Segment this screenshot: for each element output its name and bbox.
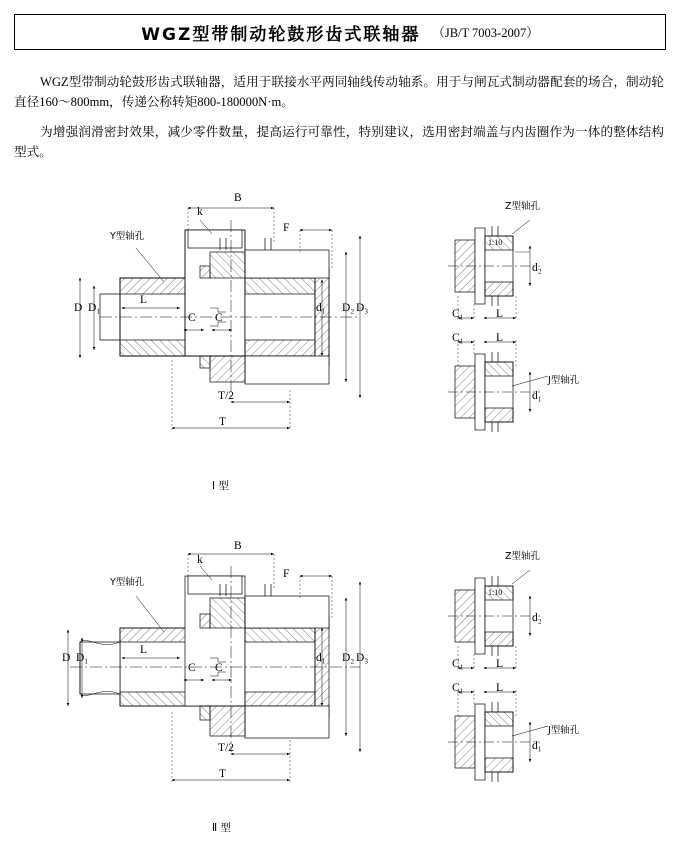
fig2-label-d1: d₁ <box>316 652 326 664</box>
fig1-detail-j-C1: C₁ <box>452 332 464 344</box>
fig2-label-D3: D₃ <box>356 652 369 664</box>
fig1-label-D1: D₁ <box>88 302 101 314</box>
fig1-label-F: F <box>283 222 290 234</box>
fig2-detail-z-d2: d₂ <box>532 612 542 624</box>
fig2-detail-z-title: Z型轴孔 <box>505 551 541 562</box>
intro-paragraph-1 <box>14 72 664 112</box>
fig2-label-T-half: T/2 <box>218 742 234 754</box>
fig1-label-k: k <box>197 206 203 218</box>
fig1-label-T: T <box>219 416 227 428</box>
paragraph-text: WGZ型带制动轮鼓形齿式联轴器，适用于联接水平两同轴线传动轴系。用于与闸瓦式制动器配套的场合，制动轮直径160～800mm，传递公称转矩800-180000N·m。 <box>14 75 664 109</box>
fig1-detail-z-C1: C₁ <box>452 308 464 320</box>
fig1-label-D: D <box>74 302 83 314</box>
fig2-detail-j-title: J型轴孔 <box>548 725 580 736</box>
fig2-label-B: B <box>234 540 242 552</box>
fig2-detail-z-taper: 1:10 <box>488 588 503 597</box>
fig2-detail-j-L: L <box>496 682 504 694</box>
fig2-detail-z-L: L <box>496 658 504 670</box>
page-title: WGZ型带制动轮鼓形齿式联轴器 <box>141 24 421 45</box>
fig1-label-D3: D₃ <box>356 302 369 314</box>
fig2-label-C-left: C <box>188 662 196 674</box>
fig1-detail-z-d2: d₂ <box>532 262 542 274</box>
fig2-label-L: L <box>140 644 148 656</box>
fig1-label-D2: D₂ <box>342 302 355 314</box>
fig1-label-d1: d₁ <box>316 302 326 314</box>
fig2-detail-j-C1: C₁ <box>452 682 464 694</box>
fig1-label-C-left: C <box>188 312 196 324</box>
fig1-label-Y-bore: Y型轴孔 <box>110 231 145 242</box>
fig1-label-B: B <box>234 192 242 204</box>
fig1-detail-j-d1: d₁ <box>532 390 542 402</box>
document-title-bar <box>14 14 666 50</box>
fig1-label-T-half: T/2 <box>218 390 234 402</box>
fig2-detail-j-d1: d₁ <box>532 740 542 752</box>
fig1-label-C-right: C <box>215 312 223 324</box>
fig1-detail-z-L: L <box>496 308 504 320</box>
figure-type-1 <box>60 190 660 480</box>
fig2-label-D2: D₂ <box>342 652 355 664</box>
fig2-label-Y-bore: Y型轴孔 <box>110 577 145 588</box>
fig1-detail-z-title: Z型轴孔 <box>505 201 541 212</box>
intro-paragraph-2 <box>14 122 664 162</box>
fig1-detail-j-L: L <box>496 332 504 344</box>
fig2-label-D: D <box>62 652 71 664</box>
fig1-label-L: L <box>140 294 148 306</box>
fig2-label-T: T <box>219 768 227 780</box>
fig2-detail-z-C1: C₁ <box>452 658 464 670</box>
paragraph-text: 为增强润滑密封效果，减少零件数量，提高运行可靠性，特别建议，选用密封端盖与内齿圈作为一体的整体结构型式。 <box>14 125 664 159</box>
fig2-caption: Ⅱ 型 <box>212 822 232 834</box>
figure-type-2 <box>60 540 660 820</box>
standard-code: （JB/T 7003-2007） <box>432 26 539 40</box>
fig1-detail-z-taper: 1:10 <box>488 238 503 247</box>
fig1-caption: Ⅰ 型 <box>212 480 229 492</box>
fig1-detail-j-title: J型轴孔 <box>548 375 580 386</box>
fig2-label-C-right: C <box>215 662 223 674</box>
fig2-label-F: F <box>283 568 290 580</box>
fig2-label-D1: D₁ <box>76 652 89 664</box>
fig2-label-k: k <box>197 554 203 566</box>
